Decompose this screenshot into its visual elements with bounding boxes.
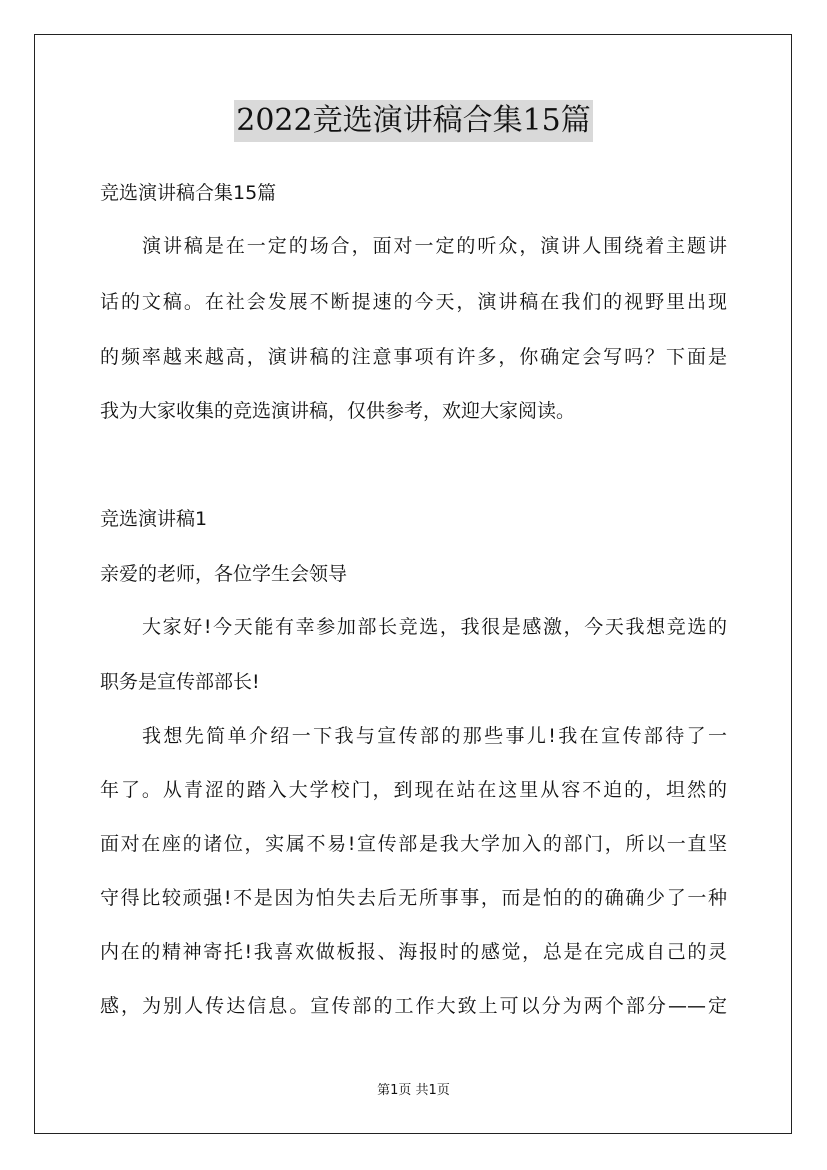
paragraph-line: 大家好!今天能有幸参加部长竞选，我很是感激，今天我想竞选的 [142, 616, 727, 638]
section-heading: 竞选演讲稿1 [100, 508, 208, 530]
document-title: 2022竞选演讲稿合集15篇 [234, 100, 593, 142]
intro-line: 演讲稿是在一定的场合，面对一定的听众，演讲人围绕着主题讲 [142, 235, 727, 257]
paragraph-line: 我想先简单介绍一下我与宣传部的那些事儿!我在宣传部待了一 [142, 725, 727, 747]
document-subtitle: 竞选演讲稿合集15篇 [100, 182, 277, 204]
paragraph-line: 职务是宣传部部长! [100, 671, 260, 693]
paragraph-line: 守得比较顽强!不是因为怕失去后无所事事，而是怕的的确确少了一种 [100, 887, 727, 909]
title-container [0, 100, 827, 142]
intro-line: 的频率越来越高，演讲稿的注意事项有许多，你确定会写吗？下面是 [100, 346, 727, 368]
salutation: 亲爱的老师，各位学生会领导 [100, 563, 348, 585]
paragraph-line: 年了。从青涩的踏入大学校门，到现在站在这里从容不迫的，坦然的 [100, 779, 727, 801]
page-footer: 第1页 共1页 [377, 1083, 450, 1098]
intro-line: 话的文稿。在社会发展不断提速的今天，演讲稿在我们的视野里出现 [100, 291, 727, 313]
paragraph-line: 感，为别人传达信息。宣传部的工作大致上可以分为两个部分——定 [100, 995, 727, 1017]
paragraph-line: 内在的精神寄托!我喜欢做板报、海报时的感觉，总是在完成自己的灵 [100, 941, 727, 963]
paragraph-line: 面对在座的诸位，实属不易!宣传部是我大学加入的部门，所以一直坚 [100, 833, 727, 855]
intro-line: 我为大家收集的竞选演讲稿，仅供参考，欢迎大家阅读。 [100, 400, 576, 422]
